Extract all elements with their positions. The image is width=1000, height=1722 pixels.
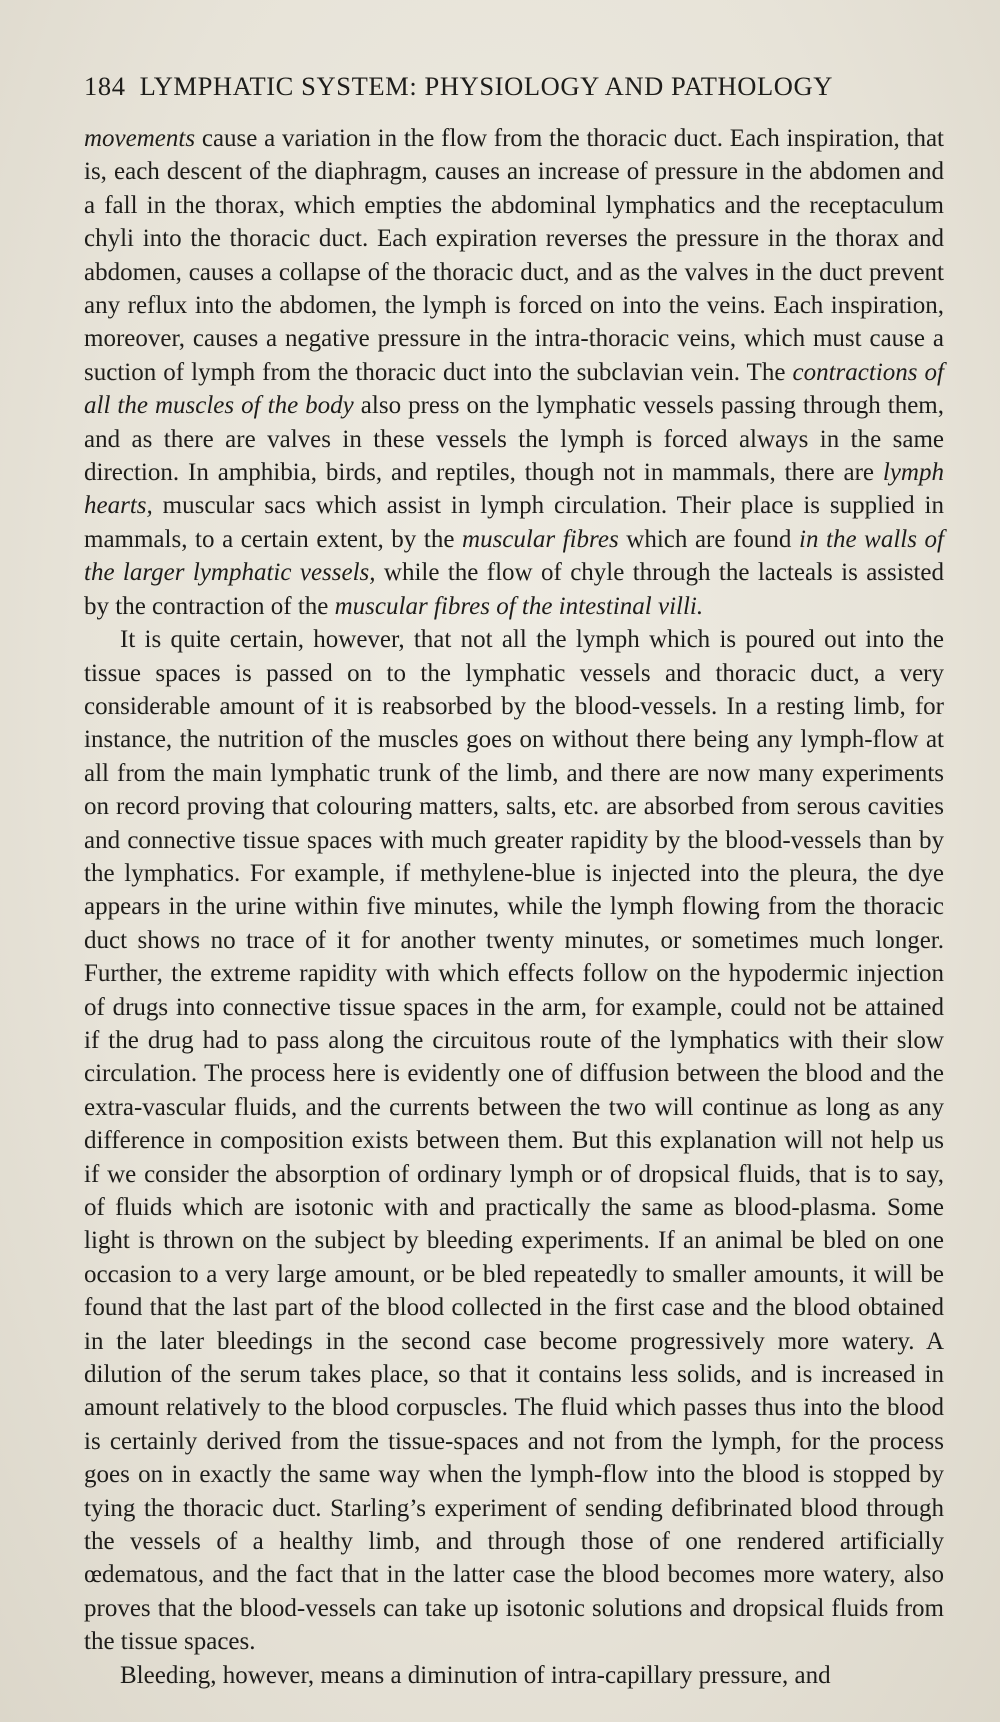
paragraph (84, 1659, 944, 1692)
italic-text: in the walls of the larger lymphatic vessels, (84, 525, 944, 587)
italic-text: lymph hearts, (84, 459, 944, 520)
page-number: 184 (84, 71, 126, 101)
italic-text: muscular fibres (462, 525, 619, 553)
text-run: also press on the lymphatic vessels passing through them, and as there are valves in these vessels the lymph is forced always in the same direction. In amphibia, birds, and reptiles, though not in mammals, there are (84, 392, 944, 487)
paragraph (84, 122, 944, 623)
italic-text: contractions of all the muscles of the body (84, 358, 945, 420)
running-head (84, 68, 944, 104)
text-run: muscular sacs which assist in lymph circulation. Their place is supplied in mammals, to a certain extent, by the (84, 492, 944, 553)
running-title: LYMPHATIC SYSTEM: PHYSIOLOGY AND PATHOLOGY (139, 71, 834, 101)
paragraph (84, 623, 944, 1659)
italic-text: movements (84, 125, 196, 152)
text-run: Bleeding, however, means a diminution of intra-capillary pressure, and (120, 1661, 831, 1689)
text-run: cause a variation in the flow from the thoracic duct. Each inspiration, that is, each descent of the diaphragm, causes an increase of pressure in the abdomen and a fall in the thorax, which empties the abdominal lymphatics and the receptaculum chyli into the thoracic duct. Each expiration reverses the pressure in the thorax and abdomen, causes a collapse of the thoracic duct, and as the valves in the duct prevent any reflux into the abdomen, the lymph is forced on into the veins. Each inspiration, moreover, causes a negative pressure in the intra-thoracic veins, which must cause a suction of lymph from the thoracic duct into the subclavian vein. The (84, 125, 944, 386)
text-run: It is quite certain, however, that not all the lymph which is poured out into the tissue spaces is passed on to the lymphatic vessels and thoracic duct, a very considerable amount of it is reabsorbed by the blood-vessels. In a resting limb, for instance, the nutrition of the muscles goes on without there being any lymph-flow at all from the main lymphatic trunk of the limb, and there are now many experiments on record proving that colouring matters, salts, etc. are absorbed from serous cavities and connective tissue spaces with much greater rapidity by the blood-vessels than by the lymphatics. For example, if methylene-blue is injected into the pleura, the dye appears in the urine within five minutes, while the lymph flowing from the thoracic duct shows no trace of it for another twenty minutes, or sometimes much longer. Further, the extreme rapidity with which effects follow on the hypodermic injection of drugs into connective tissue spaces in the arm, for example, could not be attained if the drug had to pass along the circuitous route of the lymphatics with their slow circulation. The process here is evidently one of diffusion between the blood and the extra-vascular fluids, and the currents between the two will continue as long as any difference in composition exists between them. But this explanation will not help us if we consider the absorption of ordinary lymph or of dropsical fluids, that is to say, of fluids which are isotonic with and practically the same as blood-plasma. Some light is thrown on the subject by bleeding experiments. If an animal be bled on one occasion to a very large amount, or be bled repeatedly to smaller amounts, it will be found that the last part of the blood collected in the first case and the blood obtained in the later bleedings in the second case become progressively more watery. A dilution of the serum takes place, so that it contains less solids, and is increased in amount relatively to the blood corpuscles. The fluid which passes thus into the blood is certainly derived from the tissue-spaces and not from the lymph, for the process goes on in exactly the same way when the lymph-flow into the blood is stopped by tying the thoracic duct. Starling’s experiment of sending defibrinated blood through the vessels of a healthy limb, and through those of one rendered artificially œdematous, and the fact that in the latter case the blood becomes more watery, also proves that the blood-vessels can take up isotonic solutions and dropsical fluids from the tissue spaces. (84, 626, 944, 1656)
italic-text: muscular fibres of the intestinal villi. (334, 592, 704, 620)
body-text (84, 122, 944, 1692)
text-run: while the flow of chyle through the lacteals is assisted by the contraction of the (84, 559, 944, 620)
text-run: which are found (618, 525, 799, 553)
